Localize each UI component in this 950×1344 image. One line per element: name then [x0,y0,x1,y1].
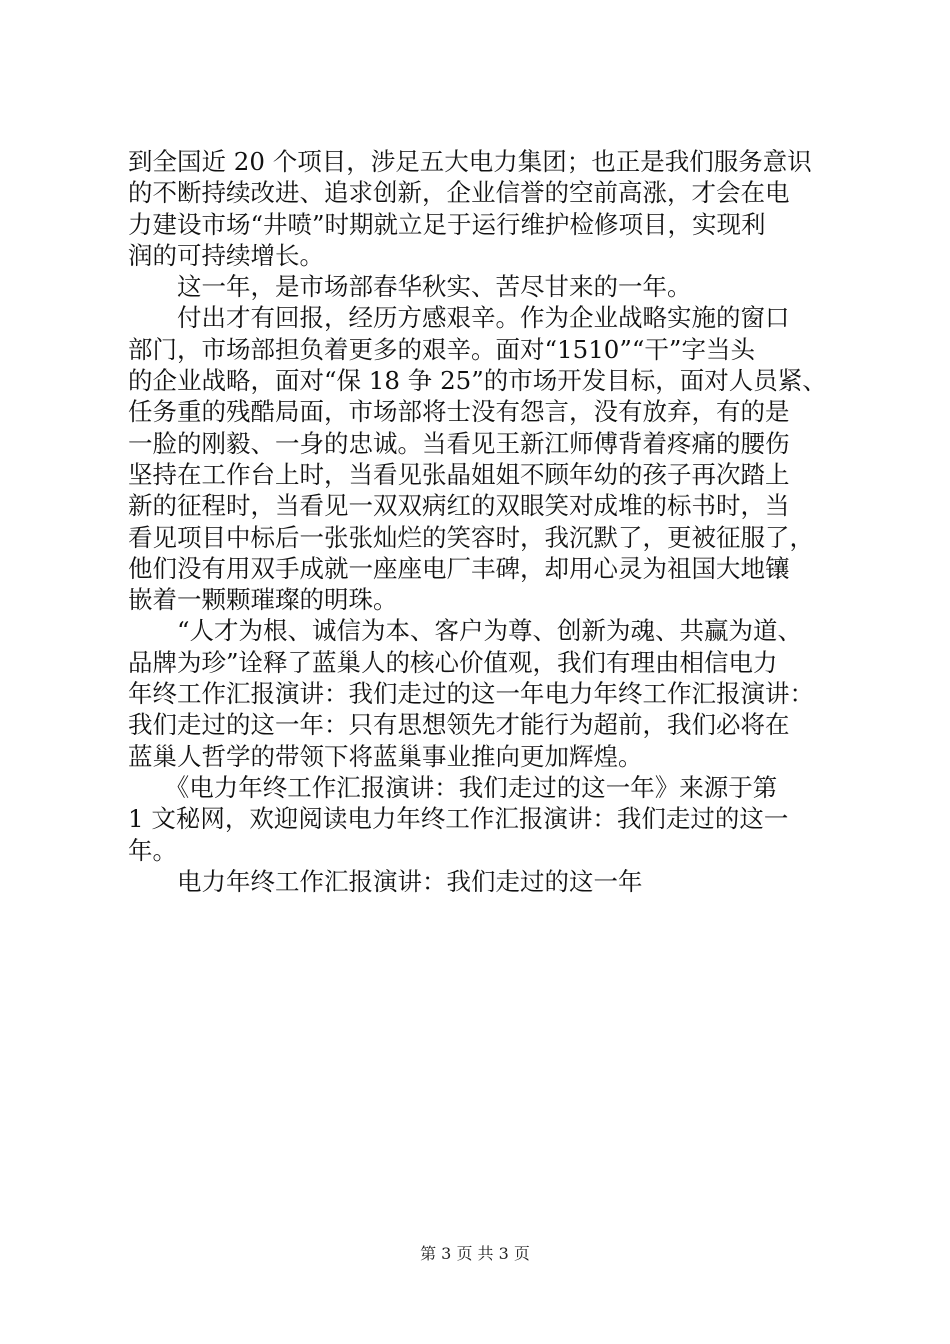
text-line: 蓝巢人哲学的带领下将蓝巢事业推向更加辉煌。 [128,741,643,771]
text-line: 部门，市场部担负着更多的艰辛。面对“1510”“干”字当头 [128,334,755,364]
text-line: 年。 [128,835,177,865]
text-line: 新的征程时，当看见一双双病红的双眼笑对成堆的标书时，当 [128,491,790,521]
text-line: 嵌着一颗颗璀璨的明珠。 [128,585,398,615]
text-line: 品牌为珍”诠释了蓝巢人的核心价值观，我们有理由相信电力 [128,647,778,677]
text-line: 《电力年终工作汇报演讲：我们走过的这一年》来源于第 [128,772,778,802]
text-line: 任务重的残酷局面，市场部将士没有怨言，没有放弃，有的是 [128,397,790,427]
text-line: 一脸的刚毅、一身的忠诚。当看见王新江师傅背着疼痛的腰伤 [128,428,790,458]
text-line: 1 文秘网，欢迎阅读电力年终工作汇报演讲：我们走过的这一 [128,804,789,834]
text-line: 润的可持续增长。 [128,240,324,270]
text-line: “人才为根、诚信为本、客户为尊、创新为魂、共赢为道、 [128,616,803,646]
text-line: 这一年，是市场部春华秋实、苦尽甘来的一年。 [128,272,692,302]
text-line: 的企业战略，面对“保 18 争 25”的市场开发目标，面对人员紧、 [128,366,827,396]
text-line: 我们走过的这一年：只有思想领先才能行为超前，我们必将在 [128,710,790,740]
text-line: 到全国近 20 个项目，涉足五大电力集团；也正是我们服务意识 [128,147,812,176]
document-body [128,146,828,897]
text-line: 力建设市场“井喷”时期就立足于运行维护检修项目，实现利 [128,209,766,239]
page-number: 第 3 页 共 3 页 [420,1244,530,1263]
text-line: 坚持在工作台上时，当看见张晶姐姐不顾年幼的孩子再次踏上 [128,459,790,489]
text-line: 付出才有回报，经历方感艰辛。作为企业战略实施的窗口 [128,303,790,333]
page-footer [0,1244,950,1264]
text-line: 看见项目中标后一张张灿烂的笑容时，我沉默了，更被征服了， [128,522,814,552]
text-line: 他们没有用双手成就一座座电厂丰碑，却用心灵为祖国大地镶 [128,553,790,583]
text-line: 的不断持续改进、追求创新，企业信誉的空前高涨，才会在电 [128,178,790,208]
text-line: 年终工作汇报演讲：我们走过的这一年电力年终工作汇报演讲： [128,679,814,709]
text-line: 电力年终工作汇报演讲：我们走过的这一年 [128,866,643,896]
